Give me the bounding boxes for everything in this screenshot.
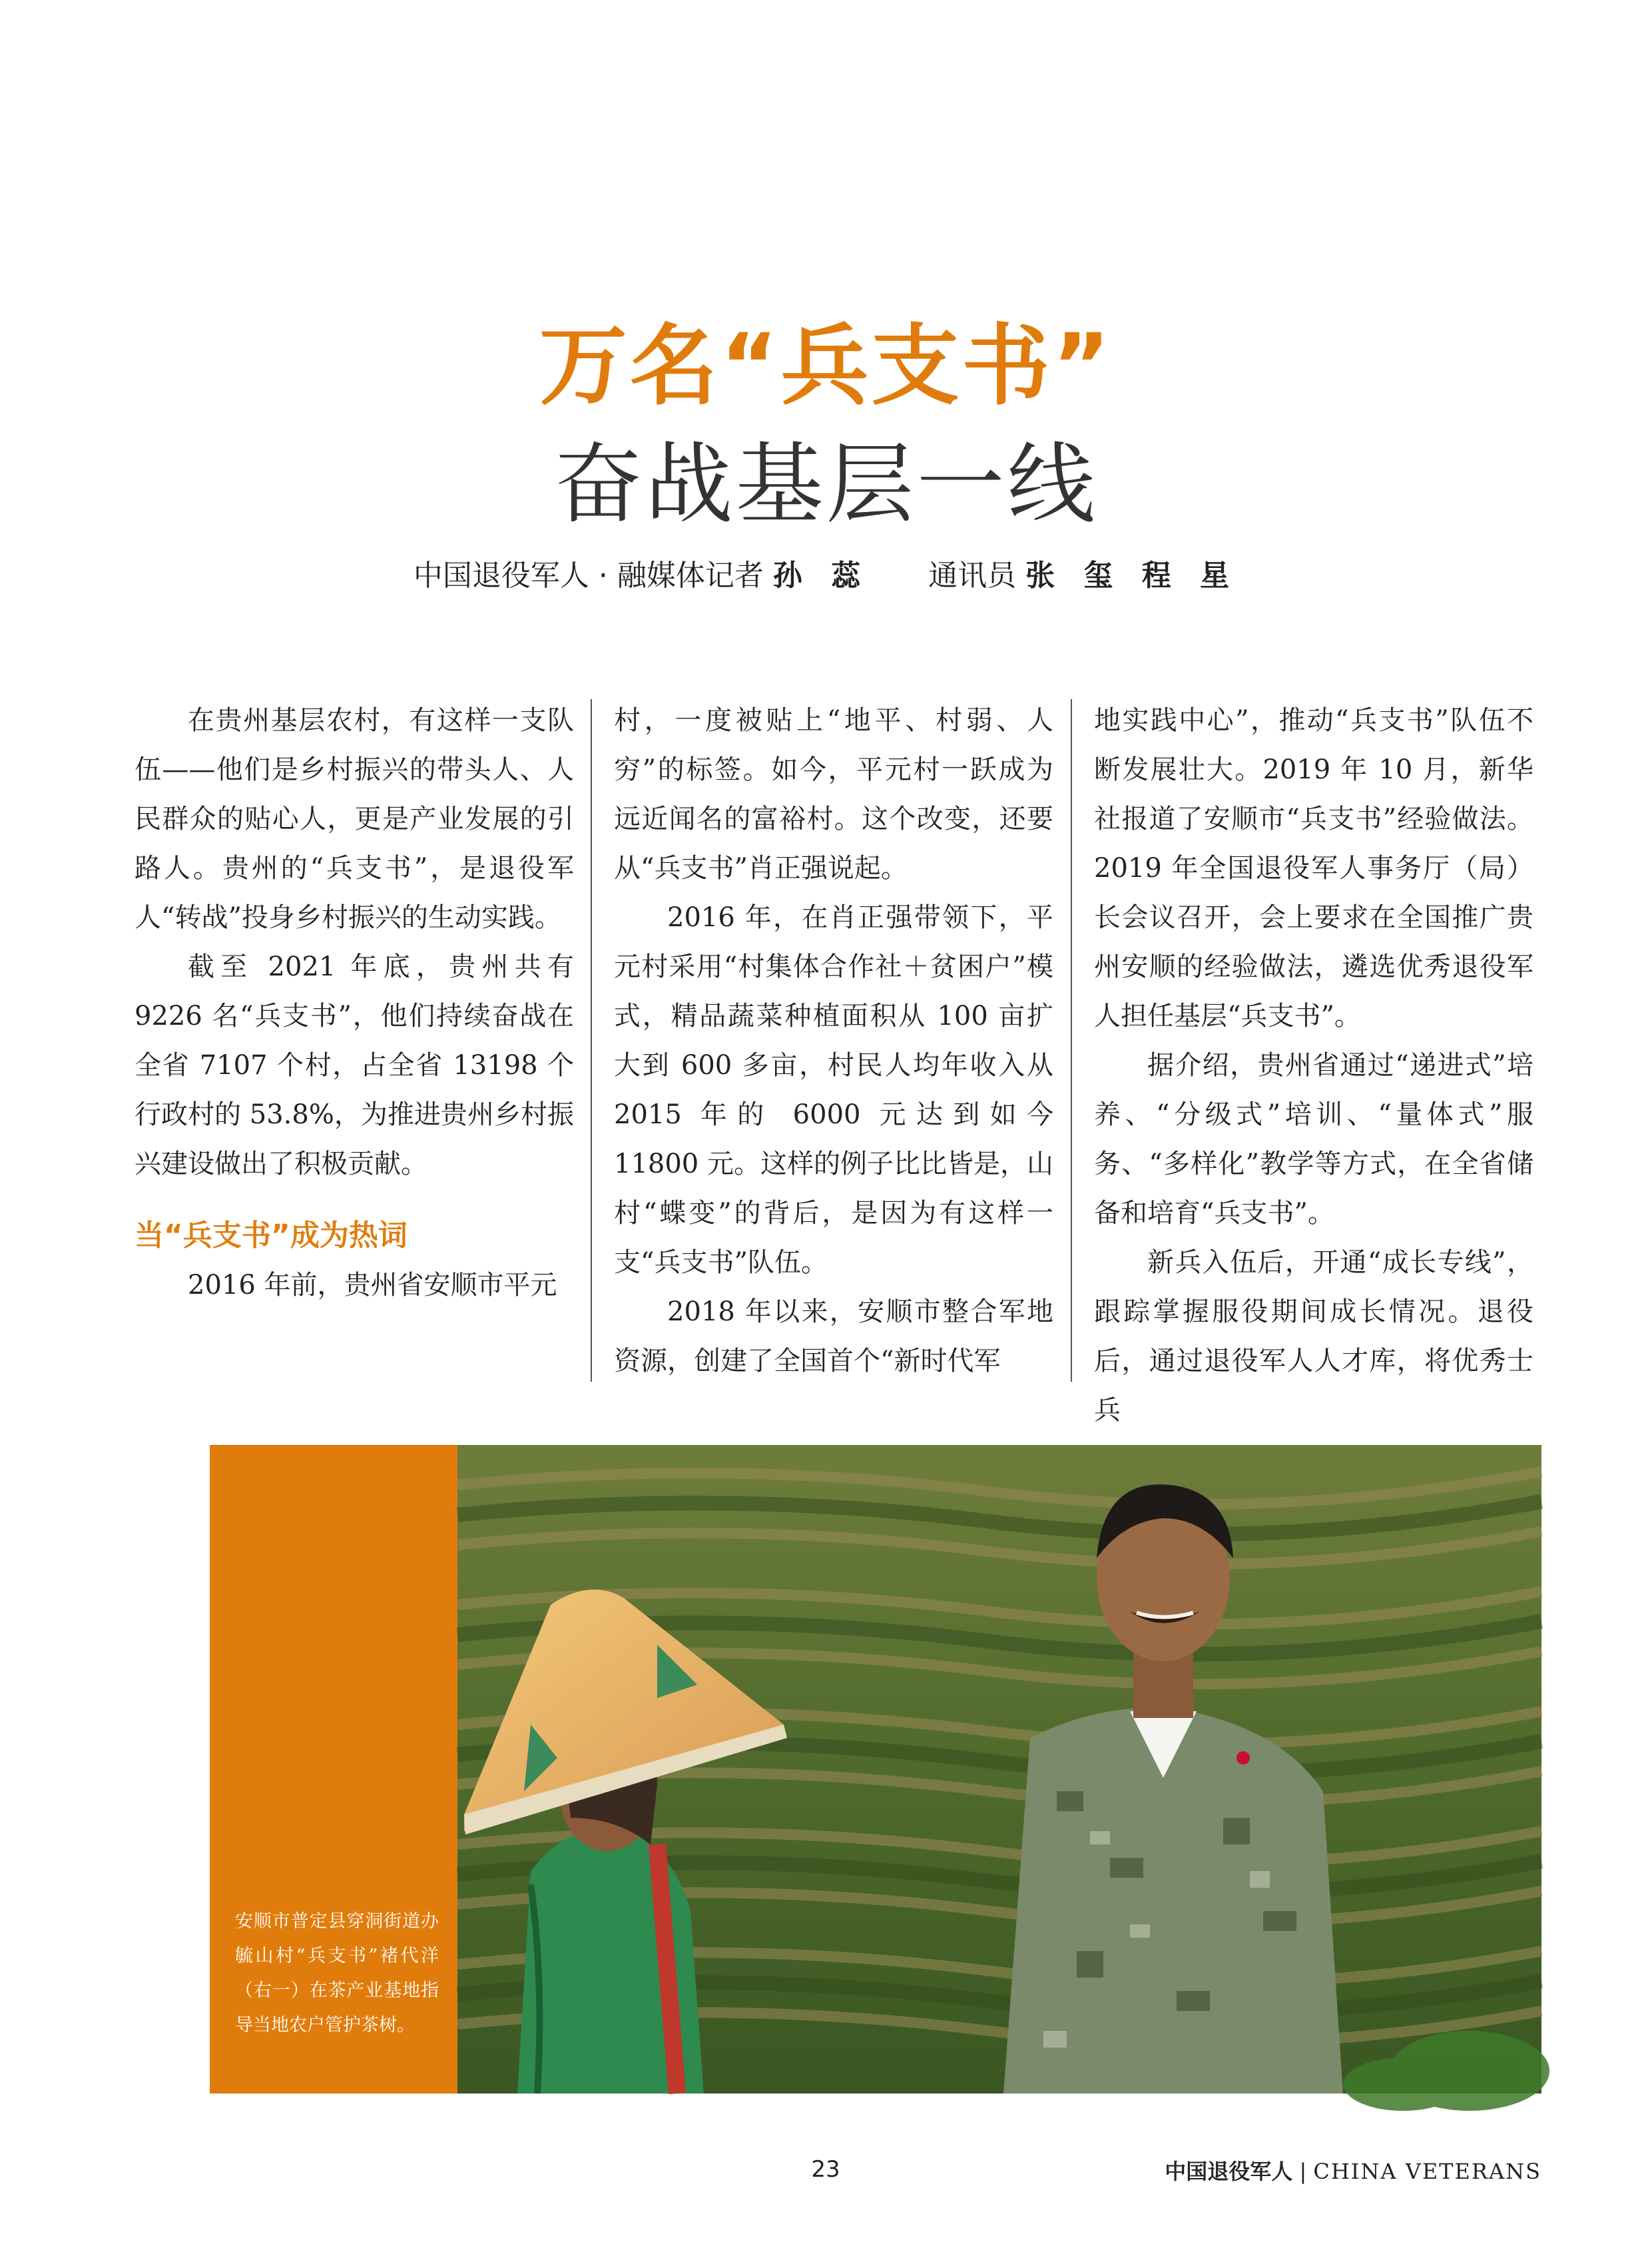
title-line-1: 万名“兵支书”: [539, 315, 1113, 418]
column-divider: [1071, 699, 1072, 1382]
publication-brand: [1165, 2155, 1541, 2185]
byline: [0, 556, 1652, 596]
article-column-3: [1094, 696, 1533, 1426]
paragraph: 地实践中心”，推动“兵支书”队伍不断发展壮大。2019 年 10 月，新华社报道了安顺市“兵支书”经验做法。2019 年全国退役军人事务厅（局）长会议召开，会上要求在全国推广贵州安顺的经验做法，遴选优秀退役军人担任基层“兵支书”。: [1094, 705, 1533, 1031]
photo-caption: 安顺市普定县穿洞街道办毓山村“兵支书”褚代洋（右一）在茶产业基地指导当地农户管护茶树。: [235, 1911, 439, 2036]
byline-reporter: 孙 蕊: [772, 559, 870, 593]
paragraph: 据介绍，贵州省通过“递进式”培养、“分级式”培训、“量体式”服务、“多样化”教学等方式，在全省储备和培育“兵支书”。: [1094, 1050, 1533, 1229]
paragraph: 村，一度被贴上“地平、村弱、人穷”的标签。如今，平元村一跃成为远近闻名的富裕村。这个改变，还要从“兵支书”肖正强说起。: [614, 705, 1053, 884]
article-column-2: [614, 696, 1053, 1395]
paragraph: 2016 年，在肖正强带领下，平元村采用“村集体合作社＋贫困户”模式，精品蔬菜种植面积从 100 亩扩大到 600 多亩，村民人均年收入从 2015 年的 6000 元达到如今 11800 元。这样的例子比比皆是，山村“蝶变”的背后，是因为有这样一支“兵支书”队伍。: [614, 902, 1053, 1278]
brand-separator: |: [1299, 2159, 1314, 2184]
byline-correspondent-label: 通讯员: [928, 559, 1017, 593]
tea-field-photo: [457, 1445, 1541, 2094]
byline-prefix: 中国退役军人 · 融媒体记者: [413, 559, 764, 593]
column-divider: [591, 699, 592, 1382]
photo-section: [210, 1445, 1541, 2094]
paragraph: 截至 2021 年底，贵州共有 9226 名“兵支书”，他们持续奋战在全省 7107 个村，占全省 13198 个行政村的 53.8%，为推进贵州乡村振兴建设做出了积极贡献。: [135, 952, 574, 1179]
brand-cn: 中国退役军人: [1165, 2159, 1293, 2184]
article-column-1: [135, 696, 574, 1395]
byline-correspondents: 张 玺 程 星: [1025, 559, 1239, 593]
title-line-2: 奋战基层一线: [554, 433, 1098, 536]
paragraph: 2016 年前，贵州省安顺市平元: [188, 1270, 557, 1300]
paragraph: 新兵入伍后，开通“成长专线”，跟踪掌握服役期间成长情况。退役后，通过退役军人人才库，将优秀士兵: [1094, 1247, 1533, 1426]
brand-en: CHINA VETERANS: [1313, 2159, 1541, 2184]
caption-panel: [210, 1445, 457, 2094]
paragraph: 2018 年以来，安顺市整合军地资源，创建了全国首个“新时代军: [614, 1296, 1053, 1376]
page-number: 23: [811, 2156, 840, 2183]
paragraph: 在贵州基层农村，有这样一支队伍——他们是乡村振兴的带头人、人民群众的贴心人，更是产业发展的引路人。贵州的“兵支书”，是退役军人“转战”投身乡村振兴的生动实践。: [135, 705, 574, 933]
section-subheading: 当“兵支书”成为热词: [135, 1219, 408, 1253]
